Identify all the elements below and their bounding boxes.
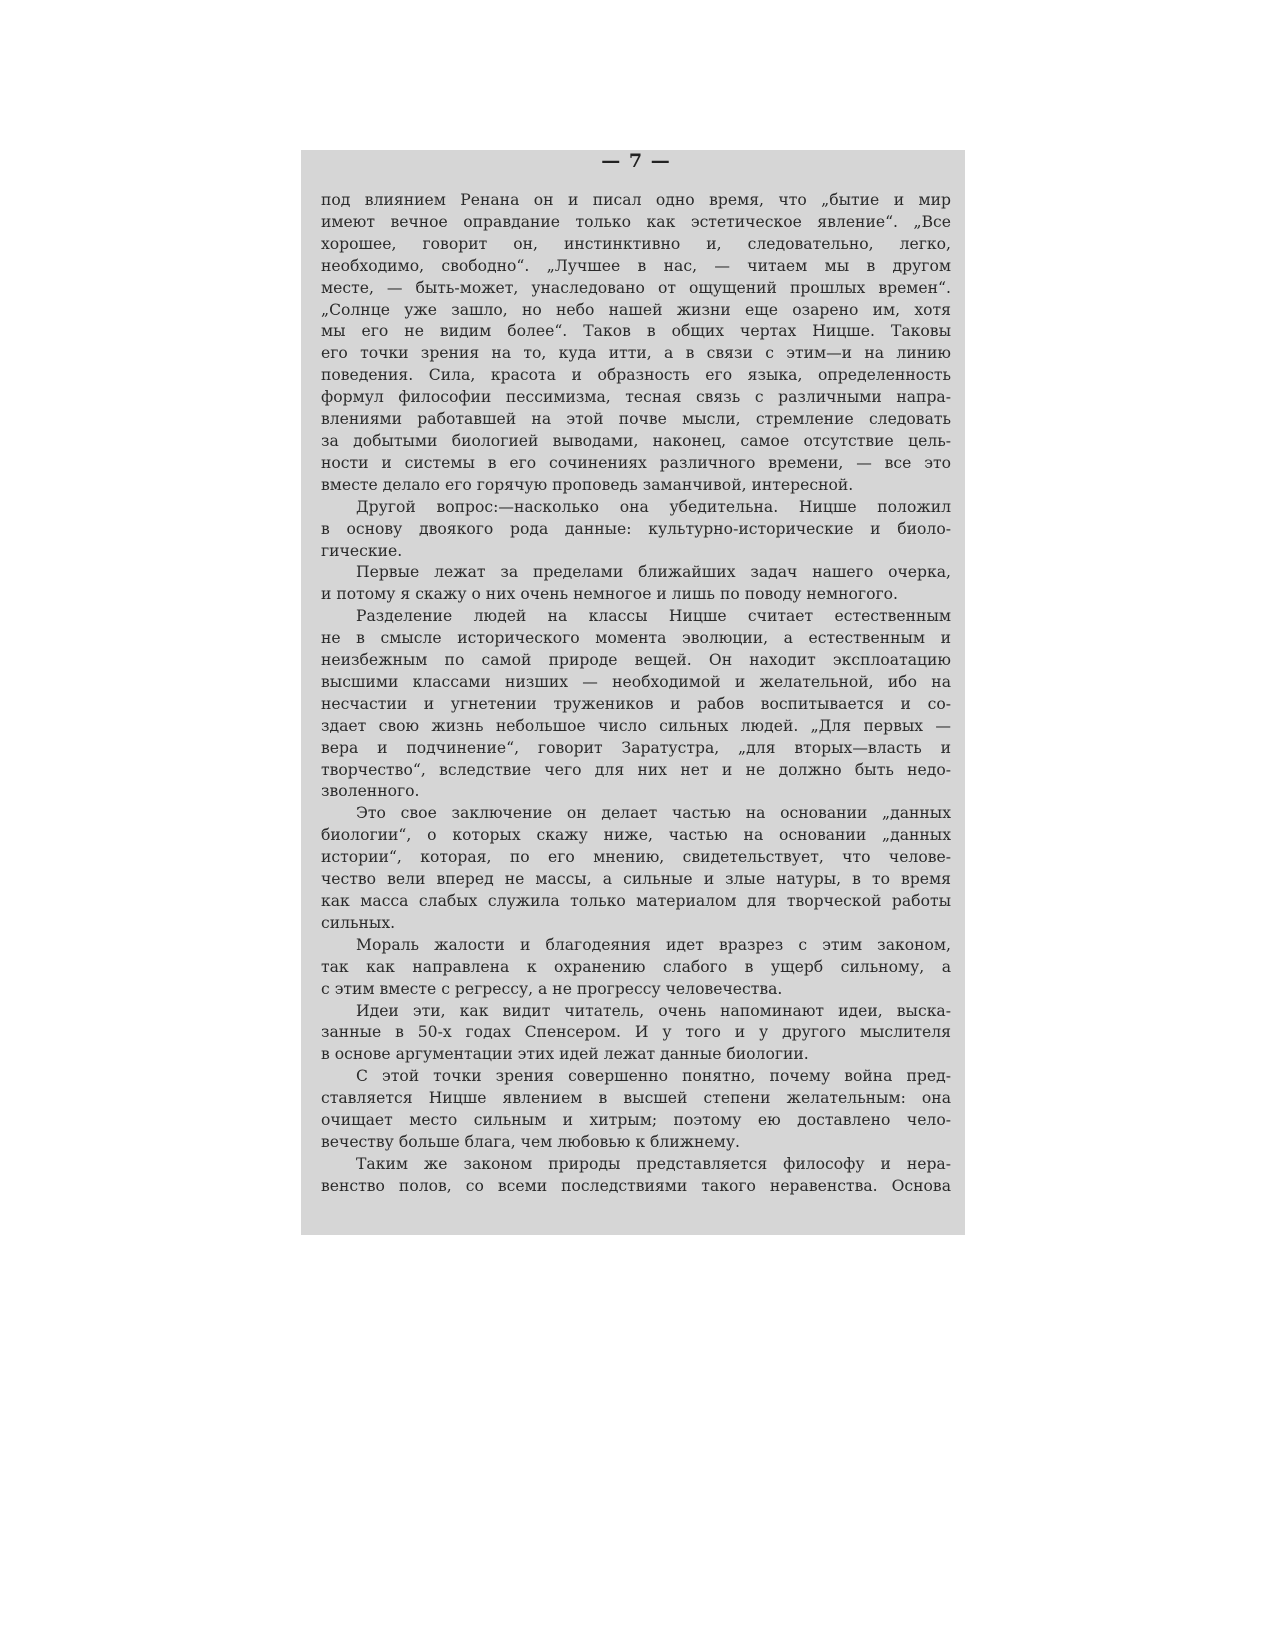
text-line: несчастии и угнетении тружеников и рабов воспитывается и со-: [321, 694, 951, 713]
text-line: Таким же законом природы представляется философу и нера-: [356, 1154, 951, 1173]
body-text: [321, 190, 951, 1198]
text-line: венство полов, со всеми последствиями такого неравенства. Основа: [321, 1176, 951, 1195]
text-line: и потому я скажу о них очень немногое и лишь по поводу немногого.: [321, 585, 898, 604]
text-line: за добытыми биологией выводами, наконец, самое отсутствие цель-: [321, 431, 951, 450]
text-line: зволенного.: [321, 782, 420, 801]
text-line: мы его не видим более“. Таков в общих чертах Ницше. Таковы: [321, 322, 951, 341]
page-number: — 7 —: [601, 150, 671, 172]
text-line: месте, — быть-может, унаследовано от ощущений прошлых времен“.: [321, 278, 951, 297]
text-line: творчество“, вследствие чего для них нет и не должно быть недо-: [321, 760, 951, 779]
text-line: Разделение людей на классы Ницше считает естественным: [356, 607, 951, 626]
text-line: вместе делало его горячую проповедь заманчивой, интересной.: [321, 475, 854, 494]
text-line: неизбежным по самой природе вещей. Он находит эксплоатацию: [321, 651, 951, 670]
text-line: высшими классами низших — необходимой и желательной, ибо на: [321, 672, 951, 691]
text-line: истории“, которая, по его мнению, свидетельствует, что челове-: [321, 848, 951, 867]
text-line: в основу двоякого рода данные: культурно-исторические и биоло-: [321, 519, 951, 538]
text-line: Первые лежат за пределами ближайших задач нашего очерка,: [356, 563, 951, 582]
text-line: С этой точки зрения совершенно понятно, почему война пред-: [356, 1067, 951, 1086]
text-line: в основе аргументации этих идей лежат данные биологии.: [321, 1045, 809, 1064]
text-line: Мораль жалости и благодеяния идет вразрез с этим законом,: [356, 935, 951, 954]
text-line: с этим вместе с регрессу, а не прогрессу человечества.: [321, 979, 783, 998]
text-line: не в смысле исторического момента эволюции, а естественным и: [321, 629, 951, 648]
text-line: необходимо, свободно“. „Лучшее в нас, — читаем мы в другом: [321, 256, 951, 275]
text-line: чество вели вперед не массы, а сильные и злые натуры, в то время: [321, 870, 951, 889]
text-line: вечеству больше блага, чем любовью к ближнему.: [321, 1132, 740, 1151]
text-line: имеют вечное оправдание только как эстетическое явление“. „Все: [321, 212, 951, 231]
text-line: формул философии пессимизма, тесная связь с различными напра-: [321, 388, 951, 407]
text-line: биологии“, о которых скажу ниже, частью на основании „данных: [321, 826, 951, 845]
text-line: „Солнце уже зашло, но небо нашей жизни еще озарено им, хотя: [321, 300, 951, 319]
text-line: сильных.: [321, 913, 396, 932]
text-line: здает свою жизнь небольшое число сильных людей. „Для первых —: [321, 716, 951, 735]
text-line: его точки зрения на то, куда итти, а в связи с этим—и на линию: [321, 344, 951, 363]
text-line: ставляется Ницше явлением в высшей степени желательным: она: [321, 1089, 951, 1108]
text-line: занные в 50-х годах Спенсером. И у того и у другого мыслителя: [321, 1023, 951, 1042]
text-line: гические.: [321, 541, 403, 560]
text-line: Это свое заключение он делает частью на основании „данных: [356, 804, 951, 823]
text-line: поведения. Сила, красота и образность его языка, определенность: [321, 366, 951, 385]
text-line: Идеи эти, как видит читатель, очень напоминают идеи, выска-: [356, 1001, 951, 1020]
text-line: вера и подчинение“, говорит Заратустра, „для вторых—власть и: [321, 738, 951, 757]
text-line: очищает место сильным и хитрым; поэтому ею доставлено чело-: [321, 1111, 951, 1130]
text-line: как масса слабых служила только материалом для творческой работы: [321, 892, 951, 910]
scanned-book-page: [301, 150, 965, 1235]
text-line: ности и системы в его сочинениях различного времени, — все это: [321, 453, 951, 472]
text-line: так как направлена к охранению слабого в ущерб сильному, а: [321, 957, 951, 976]
text-line: влениями работавшей на этой почве мысли, стремление следовать: [321, 410, 951, 429]
text-line: под влиянием Ренана он и писал одно время, что „бытие и мир: [321, 191, 951, 209]
text-line: Другой вопрос:—насколько она убедительна. Ницше положил: [356, 497, 951, 516]
text-line: хорошее, говорит он, инстинктивно и, следовательно, легко,: [321, 234, 951, 253]
